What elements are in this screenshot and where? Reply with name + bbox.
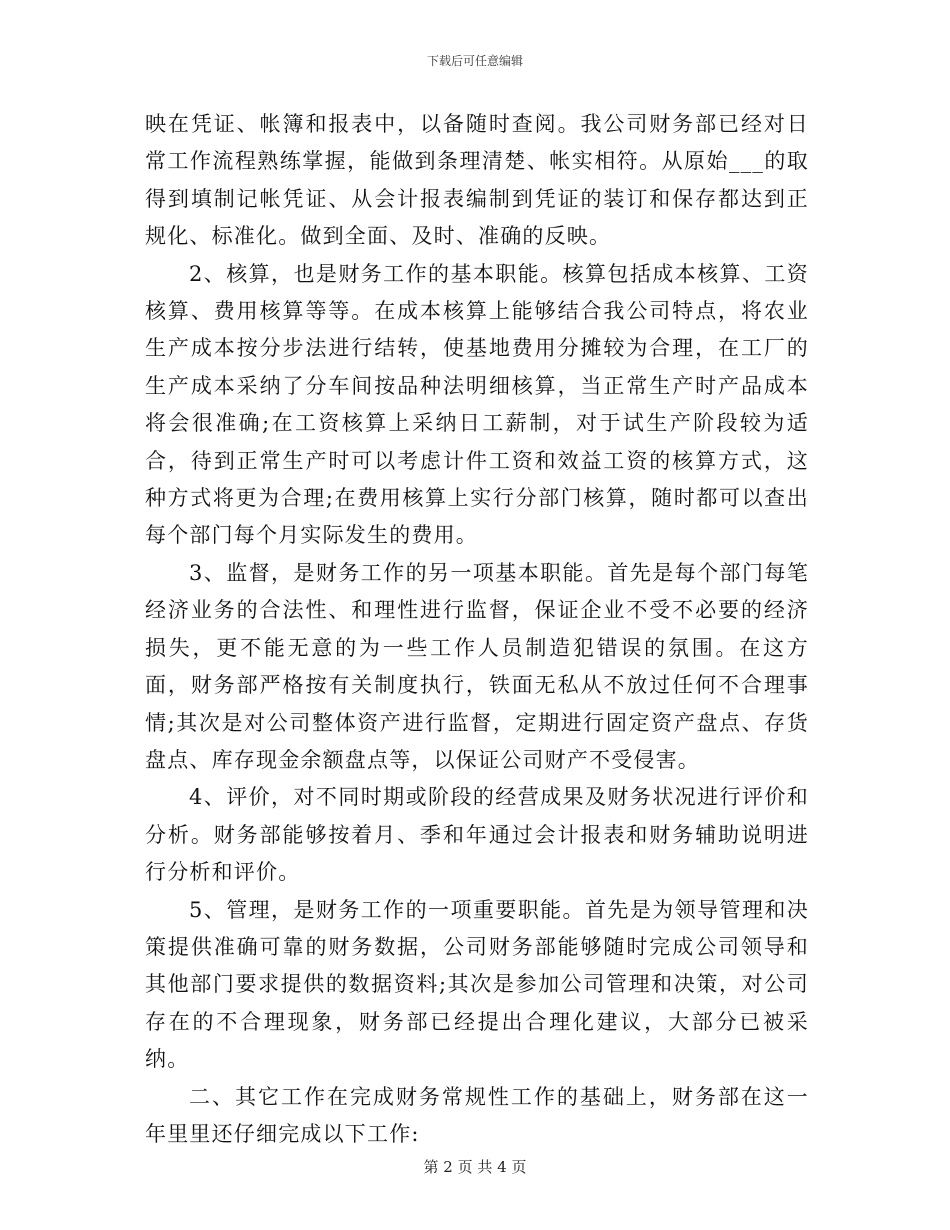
paragraph-evaluation: 4、评价，对不同时期或阶段的经营成果及财务状况进行评价和分析。财务部能够按着月、季和年通过会计报表和财务辅助说明进行分析和评价。 xyxy=(145,785,809,885)
paragraph-continuation: 映在凭证、帐簿和报表中，以备随时查阅。我公司财务部已经对日常工作流程熟练掌握，能做到条理清楚、帐实相符。从原始___的取得到填制记帐凭证、从会计报表编制到凭证的装订和保存都达到正规化、标准化。做到全面、及时、准确的反映。 xyxy=(145,112,809,249)
paragraph-management: 5、管理，是财务工作的一项重要职能。首先是为领导管理和决策提供准确可靠的财务数据，公司财务部能够随时完成公司领导和其他部门要求提供的数据资料;其次是参加公司管理和决策，对公司存在的不合理现象，财务部已经提出合理化建议，大部分已被采纳。 xyxy=(145,897,809,1072)
page-number: 第 2 页 共 4 页 xyxy=(423,1158,527,1176)
paragraph-other-work: 二、其它工作在完成财务常规性工作的基础上，财务部在这一年里里还仔细完成以下工作: xyxy=(145,1084,809,1146)
document-body xyxy=(145,106,809,1153)
paragraph-supervision: 3、监督，是财务工作的另一项基本职能。首先是每个部门每笔经济业务的合法性、和理性进行监督，保证企业不受不必要的经济损失，更不能无意的为一些工作人员制造犯错误的氛围。在这方面，财务部严格按有关制度执行，铁面无私从不放过任何不合理事情;其次是对公司整体资产进行监督，定期进行固定资产盘点、存货盘点、库存现金余额盘点等，以保证公司财产不受侵害。 xyxy=(145,560,809,772)
page-header: 下载后可任意编辑 xyxy=(426,54,523,68)
paragraph-accounting: 2、核算，也是财务工作的基本职能。核算包括成本核算、工资核算、费用核算等等。在成本核算上能够结合我公司特点，将农业生产成本按分步法进行结转，使基地费用分摊较为合理，在工厂的生产成本采纳了分车间按品种法明细核算，当正常生产时产品成本将会很准确;在工资核算上采纳日工薪制，对于试生产阶段较为适合，待到正常生产时可以考虑计件工资和效益工资的核算方式，这种方式将更为合理;在费用核算上实行分部门核算，随时都可以查出每个部门每个月实际发生的费用。 xyxy=(145,261,809,548)
